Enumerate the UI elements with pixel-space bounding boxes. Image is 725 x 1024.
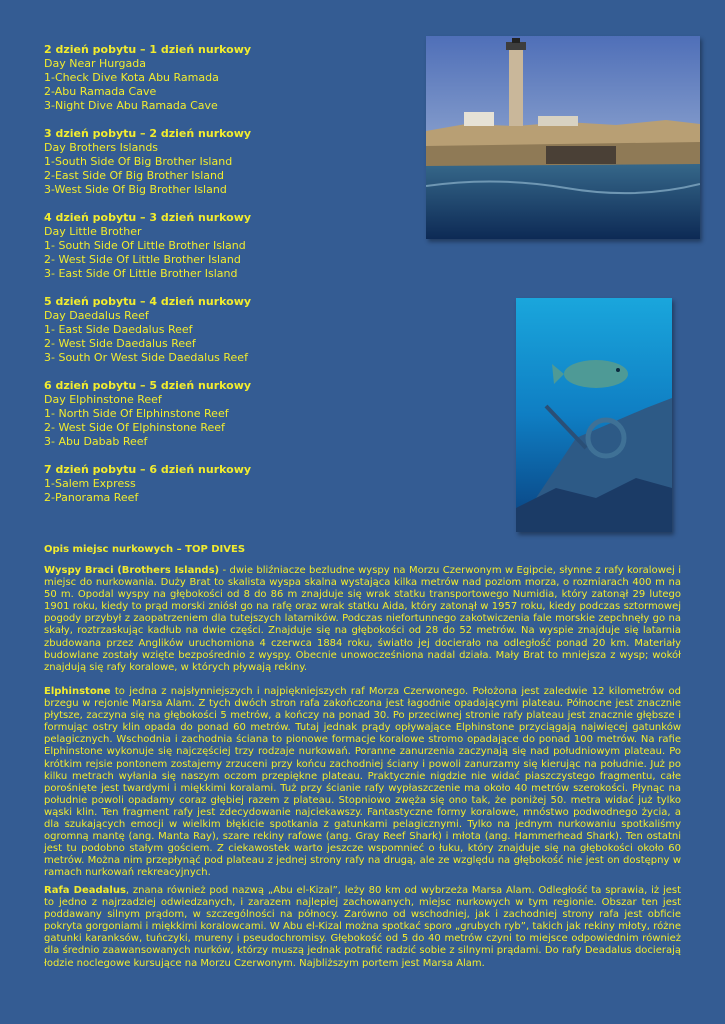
dive-item: 1-South Side Of Big Brother Island: [44, 155, 233, 168]
description-elphinstone: [44, 686, 681, 880]
day-heading: 5 dzień pobytu – 4 dzień nurkowy: [44, 295, 252, 308]
day-heading: 7 dzień pobytu – 6 dzień nurkowy: [44, 463, 252, 476]
dive-item: 3-West Side Of Big Brother Island: [44, 183, 227, 196]
dive-item: 2-Panorama Reef: [44, 491, 139, 504]
day-heading: 6 dzień pobytu – 5 dzień nurkowy: [44, 379, 252, 392]
day-location: Day Little Brother: [44, 225, 142, 238]
dive-item: 1-Salem Express: [44, 477, 136, 490]
day-location: Day Near Hurgada: [44, 57, 146, 70]
description-daedalus: [44, 885, 681, 970]
lighthouse-island-photo: [426, 36, 700, 239]
day-location: Day Brothers Islands: [44, 141, 159, 154]
dive-item: 1- East Side Daedalus Reef: [44, 323, 193, 336]
dive-item: 3- East Side Of Little Brother Island: [44, 267, 238, 280]
dive-item: 2- West Side Daedalus Reef: [44, 337, 196, 350]
itinerary-day: [44, 43, 404, 113]
description-brothers-islands: [44, 565, 681, 674]
dive-item: 3-Night Dive Abu Ramada Cave: [44, 99, 218, 112]
dive-item: 2-Abu Ramada Cave: [44, 85, 157, 98]
description-lead: Elphinstone: [44, 686, 111, 697]
section-title: Opis miejsc nurkowych – TOP DIVES: [44, 544, 246, 555]
itinerary-day: [44, 127, 404, 197]
dive-item: 1-Check Dive Kota Abu Ramada: [44, 71, 219, 84]
day-location: Day Elphinstone Reef: [44, 393, 162, 406]
itinerary-day: [44, 295, 404, 365]
dive-itinerary: [44, 43, 404, 519]
dive-item: 1- South Side Of Little Brother Island: [44, 239, 246, 252]
day-heading: 3 dzień pobytu – 2 dzień nurkowy: [44, 127, 252, 140]
dive-item: 3- Abu Dabab Reef: [44, 435, 148, 448]
dive-item: 3- South Or West Side Daedalus Reef: [44, 351, 248, 364]
underwater-fish-wreck-photo: [516, 298, 672, 532]
description-lead: Rafa Deadalus: [44, 885, 126, 896]
dive-item: 2-East Side Of Big Brother Island: [44, 169, 224, 182]
dive-item: 2- West Side Of Little Brother Island: [44, 253, 241, 266]
dive-item: 1- North Side Of Elphinstone Reef: [44, 407, 229, 420]
day-heading: 2 dzień pobytu – 1 dzień nurkowy: [44, 43, 252, 56]
description-text: - dwie bliźniacze bezludne wyspy na Morzu Czerwonym w Egipcie, słynne z rafy koralowej i miejsc do nurkowania. Duży Brat to skalista wyspa skalna wystająca kilka metrów nad poziom morza, o rozmiarach 400 m na 50 m. Opodal wyspy na głębokości od 8 do 86 m znajduje się wrak statku transportowego Numidia, który zatonął 29 lutego 1901 roku, kiedy to prąd morski zniósł go na rafę oraz wrak statku Aida, który zatonął w 1957 roku, kiedy podczas sztormowej pogody przybył z zaopatrzeniem dla tutejszych latarników. Podczas niefortunnego zakotwiczenia fale morskie zepchnęły go na skały, roztrzaskując kadłub na dwie części. Znajduje się na głębokości od 28 do 52 metrów. Na wyspie znajduje się latarnia zbudowana przez Anglików uruchomiona 4 czerwca 1884 roku, światło jej docierało na odległość ponad 20 km. Materiały budowlane zostały wzięte bezpośrednio z wyspy. Obecnie unowocześniona nadal działa. Mały Brat to mniejsza z wysp; wokół znajdują się rafy koralowe, w których pływają rekiny.: [44, 565, 681, 673]
itinerary-day: [44, 379, 404, 449]
itinerary-day: [44, 211, 404, 281]
day-location: Day Daedalus Reef: [44, 309, 149, 322]
description-lead: Wyspy Braci (Brothers Islands): [44, 565, 220, 576]
itinerary-day: [44, 463, 404, 505]
dive-item: 2- West Side Of Elphinstone Reef: [44, 421, 225, 434]
description-text: to jedna z najsłynniejszych i najpiękniejszych raf Morza Czerwonego. Położona jest zaledwie 12 kilometrów od brzegu w rejonie Marsa Alam. Z tych dwóch stron rafa zakończona jest łagodnie opadającymi plateau. Północne jest znacznie płytsze, zaczyna się na głębokości 5 metrów, a kończy na ponad 30. Po przeciwnej stronie rafy plateau jest znacznie głębsze i formując ostry klin opada do ponad 60 metrów. Tutaj jednak prądy opływające Elphinstone przyciągają najwięcej gatunków pelagicznych. Wschodnia i zachodnia ściana to pionowe formacje koralowe stromo opadające do ponad 100 metrów. Na rafie Elphinstone wykonuje się najczęściej trzy rodzaje nurkowań. Poranne zanurzenia zaczynają się nad południowym plateau. Po krótkim rejsie pontonem zostajemy zrzuceni przy końcu zachodniej ściany i powoli zanurzamy się kierując na południe. Już po kilku metrach wyłania się naszym oczom przepiękne plateau. Praktycznie nigdzie nie widać piaszczystego fragmentu, całe porośnięte jest twardymi i miękkimi koralami. Tuż przy ścianie rafy wypłaszczenie ma około 40 metrów szerokości. Płynąc na południe powoli opadamy coraz głębiej razem z plateau. Stopniowo zwęża się ono tak, że poniżej 50. metra widać już tylko wąski klin. Ten fragment rafy jest zdecydowanie najciekawszy. Fantastyczne formy koralowe, mnóstwo podwodnego życia, a dla szukających emocji w wielkim błękicie spotkania z gatunkami pelagicznymi. Tylko na jednym nurkowaniu spotkaliśmy ogromną mantę (ang. Manta Ray), szare rekiny rafowe (ang. Gray Reef Shark) i młota (ang. Hammerhead Shark). Ten ostatni jest tu podobno stałym gościem. Z ciekawostek warto jeszcze wspomnieć o łuku, który znajduje się na głębokości około 60 metrów. Można nim przepłynąć pod plateau z jednej strony rafy na drugą, ale ze względu na głębokość nie jest on dostępny w ramach nurkowań rekreacyjnych.: [44, 686, 681, 879]
description-text: , znana również pod nazwą „Abu el-Kizal”, leży 80 km od wybrzeża Marsa Alam. Odległość ta sprawia, iż jest to jedno z najrzadziej odwiedzanych, i zarazem najlepiej zachowanych, miejsc nurkowych w tym regionie. Obszar ten jest poddawany silnym prądom, w szczególności na północy. Zarówno od wschodniej, jak i zachodniej strony rafa jest obficie pokryta gorgoniami i miękkimi koralowcami. W Abu el-Kizal można spotkać sporo „grubych ryb”, takich jak rekiny młoty, różne gatunki karanksów, tuńczyki, mureny i pseudochromisy. Głębokość od 5 do 40 metrów czyni to miejsce odpowiednim również dla średnio zaawansowanych nurków, którzy muszą jednak potrafić radzić sobie z silnymi prądami. Do rafy Deadalus docierają łodzie noclegowe kursujące na Morzu Czerwonym. Najbliższym portem jest Marsa Alam.: [44, 885, 682, 969]
day-heading: 4 dzień pobytu – 3 dzień nurkowy: [44, 211, 252, 224]
